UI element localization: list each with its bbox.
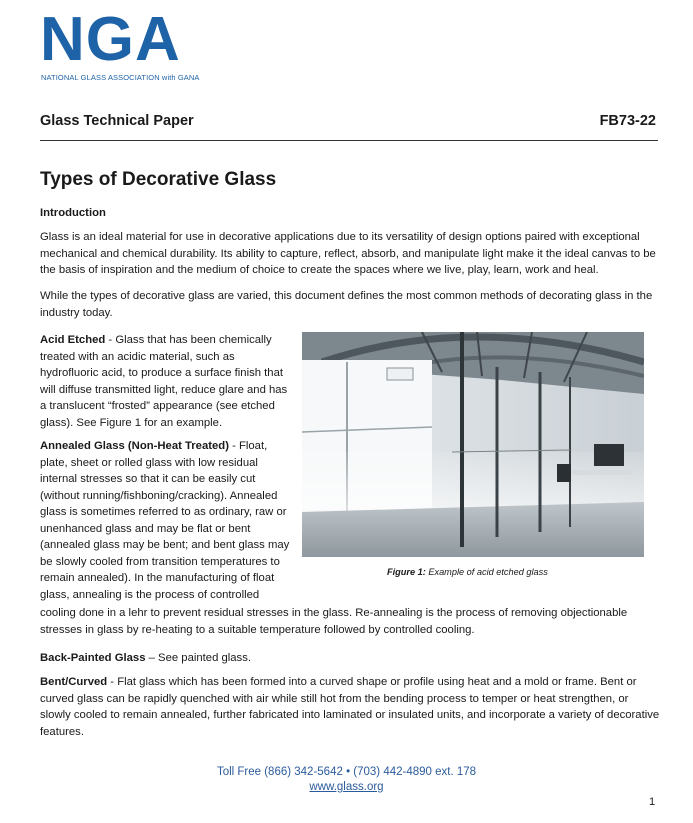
acid-etched-term: Acid Etched (40, 334, 106, 346)
annealed-text: - Float, plate, sheet or rolled glass with low residual internal stresses so that it can be easily cut (without running/fishboning/cracking). Annealed glass is sometimes referred to as ordinary, raw or unenhanced glass and may be flat or bent (annealed glass may be bent; and bent glass may be slowly cooled from transition temperatures to remain annealed). In the manufacturing of float glass, annealing is the process of controlled (40, 440, 290, 601)
website-link[interactable]: www.glass.org (309, 781, 384, 793)
document-code: FB73-22 (599, 113, 656, 129)
logo-subtitle: NATIONAL GLASS ASSOCIATION with GANA (41, 73, 200, 82)
bent-curved-definition (40, 674, 662, 740)
page-title: Types of Decorative Glass (40, 169, 277, 190)
annealed-definition (40, 438, 296, 603)
document-header (40, 113, 658, 133)
bent-curved-term: Bent/Curved (40, 676, 108, 688)
logo-letters: NGA (40, 5, 181, 74)
intro-paragraph-2: While the types of decorative glass are varied, this document defines the most common methods of decorating glass in the industry today. (40, 290, 653, 319)
footer-phone: Toll Free (866) 342-5642 • (703) 442-4890 ext. 178 (216, 766, 477, 778)
nga-logo (40, 6, 230, 84)
footer-website-wrap (0, 781, 693, 793)
bent-curved-text: - Flat glass which has been formed into a curved shape or profile using heat and a mold or frame. Bent or curved glass can be rapidly quenched with air while still hot from the bending process to temper or heat strengthen, or slowly cooled to remain annealed, further fabricated into laminated or insulated units, and incorporate a variety of decorative features. (40, 676, 660, 738)
introduction-heading: Introduction (40, 207, 106, 219)
paper-type: Glass Technical Paper (40, 113, 194, 129)
acid-etched-text: - Glass that has been chemically treated with an acidic material, such as hydrofluoric acid, to produce a surface finish that will diffuse transmitted light, reduce glare and has a translucent “frosted” appearance (see etched glass). See Figure 1 for an example. (40, 334, 288, 429)
figure-caption-text: Example of acid etched glass (425, 567, 548, 577)
figure-caption (387, 567, 548, 577)
back-painted-term: Back-Painted Glass (40, 652, 146, 664)
figure-label: Figure 1: (387, 567, 426, 577)
page-number: 1 (649, 796, 656, 808)
annealed-term: Annealed Glass (Non-Heat Treated) (40, 440, 229, 452)
intro-paragraph-1: Glass is an ideal material for use in decorative applications due to its versatility of design options paired with exceptional mechanical and chemical durability. Its ability to capture, reflect, absorb, and manipulate light make it the ideal canvas to be the basis of inspiration and the medium of choice to create the spaces where we live, play, learn, work and heal. (40, 231, 656, 276)
acid-etched-definition (40, 332, 288, 431)
back-painted-definition (40, 650, 662, 667)
back-painted-text: – See painted glass. (145, 652, 251, 664)
annealed-continuation: cooling done in a lehr to prevent residual stresses in the glass. Re-annealing is the process of removing objectionable stresses in glass by re-heating to a suitable temperature followed by controlled cooling. (40, 607, 628, 636)
acid-etched-glass-photo (302, 332, 644, 557)
header-divider (40, 140, 658, 141)
